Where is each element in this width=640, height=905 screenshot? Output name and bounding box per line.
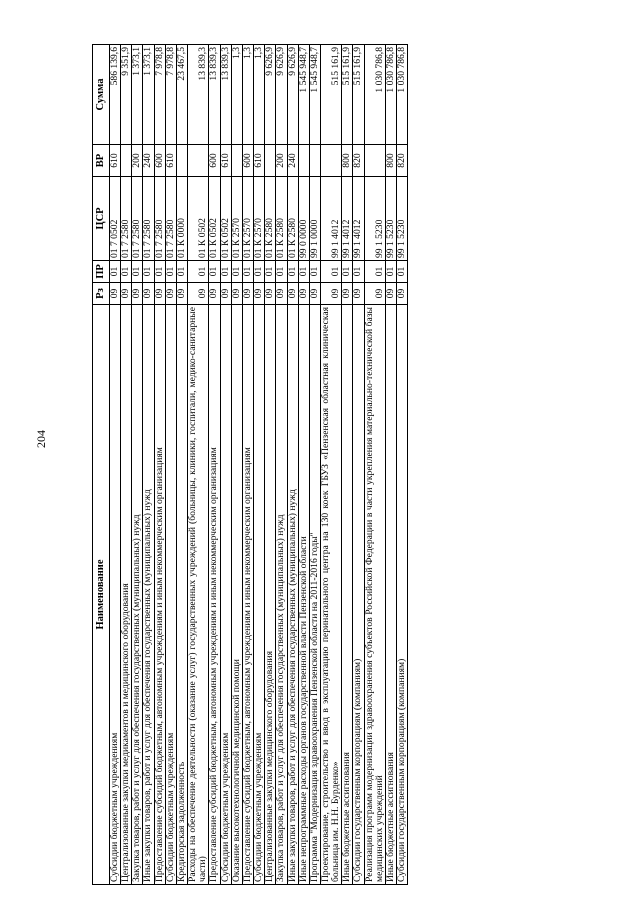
cell-csr: 01 7 0502 bbox=[110, 177, 121, 261]
cell-rz: 09 bbox=[254, 283, 265, 305]
cell-sum: 1,3 bbox=[254, 45, 265, 145]
cell-pr: 01 bbox=[231, 261, 242, 283]
cell-pr: 01 bbox=[176, 261, 187, 283]
cell-csr: 01 К 0000 bbox=[176, 177, 187, 261]
cell-name: Субсидии бюджетным учреждениям bbox=[165, 305, 176, 885]
cell-vr bbox=[309, 145, 320, 177]
cell-csr: 01 К 2570 bbox=[231, 177, 242, 261]
cell-csr: 99 1 4012 bbox=[342, 177, 353, 261]
cell-sum: 1 373,1 bbox=[143, 45, 154, 145]
cell-csr: 01 7 2580 bbox=[165, 177, 176, 261]
cell-pr: 01 bbox=[397, 261, 408, 283]
table-row bbox=[342, 45, 353, 885]
cell-vr: 240 bbox=[287, 145, 298, 177]
table-row bbox=[154, 45, 165, 885]
cell-rz: 09 bbox=[143, 283, 154, 305]
header-sum: Сумма bbox=[93, 45, 110, 145]
cell-rz: 09 bbox=[176, 283, 187, 305]
cell-rz: 09 bbox=[276, 283, 287, 305]
cell-rz: 09 bbox=[110, 283, 121, 305]
cell-vr: 600 bbox=[209, 145, 220, 177]
cell-vr bbox=[364, 145, 385, 177]
cell-csr: 01 К 2580 bbox=[276, 177, 287, 261]
page-number: 204 bbox=[34, 430, 48, 448]
cell-sum: 23 467,5 bbox=[176, 45, 187, 145]
cell-name: Расходы на обеспечение деятельности (оказание услуг) государственных учреждений (больницы, клиники, госпитали, медико-санитарные части) bbox=[188, 305, 209, 885]
cell-csr: 99 1 5230 bbox=[397, 177, 408, 261]
table-row bbox=[188, 45, 209, 885]
cell-vr bbox=[231, 145, 242, 177]
cell-csr: 01 К 2580 bbox=[265, 177, 276, 261]
cell-rz: 09 bbox=[154, 283, 165, 305]
cell-pr: 01 bbox=[287, 261, 298, 283]
table-row bbox=[309, 45, 320, 885]
cell-name: Оказание высокотехнологичной медицинской помощи bbox=[231, 305, 242, 885]
cell-sum: 13 839,3 bbox=[188, 45, 209, 145]
cell-rz: 09 bbox=[353, 283, 364, 305]
cell-rz: 09 bbox=[209, 283, 220, 305]
cell-sum: 1 373,1 bbox=[132, 45, 143, 145]
cell-pr: 01 bbox=[242, 261, 253, 283]
cell-vr bbox=[265, 145, 276, 177]
header-pr: ПР bbox=[93, 261, 110, 283]
cell-rz: 09 bbox=[397, 283, 408, 305]
table-row bbox=[397, 45, 408, 885]
cell-rz: 09 bbox=[385, 283, 396, 305]
cell-rz: 09 bbox=[231, 283, 242, 305]
table-row bbox=[254, 45, 265, 885]
cell-pr: 01 bbox=[265, 261, 276, 283]
table-row bbox=[320, 45, 341, 885]
cell-vr: 600 bbox=[242, 145, 253, 177]
cell-vr: 800 bbox=[385, 145, 396, 177]
cell-vr: 610 bbox=[220, 145, 231, 177]
cell-name: Субсидии бюджетным учреждениям bbox=[220, 305, 231, 885]
cell-sum: 9 351,9 bbox=[121, 45, 132, 145]
cell-csr: 01 К 2570 bbox=[254, 177, 265, 261]
cell-name: Предоставление субсидий бюджетным, автономным учреждениям и иным некоммерческим организациям bbox=[209, 305, 220, 885]
table-header-row bbox=[93, 45, 110, 885]
cell-vr bbox=[176, 145, 187, 177]
cell-name: Кредиторская задолженность bbox=[176, 305, 187, 885]
table-row bbox=[385, 45, 396, 885]
cell-pr: 01 bbox=[353, 261, 364, 283]
table-row bbox=[242, 45, 253, 885]
cell-name: Иные закупки товаров, работ и услуг для обеспечения государственных (муниципальных) нужд bbox=[287, 305, 298, 885]
cell-vr: 820 bbox=[397, 145, 408, 177]
table-row bbox=[176, 45, 187, 885]
cell-sum: 9 626,9 bbox=[287, 45, 298, 145]
header-vr: ВР bbox=[93, 145, 110, 177]
cell-sum: 586 139,6 bbox=[110, 45, 121, 145]
cell-name: Иные закупки товаров, работ и услуг для обеспечения государственных (муниципальных) нужд bbox=[143, 305, 154, 885]
cell-pr: 01 bbox=[385, 261, 396, 283]
table-row bbox=[287, 45, 298, 885]
table-row bbox=[220, 45, 231, 885]
cell-name: Предоставление субсидий бюджетным, автономным учреждениям и иным некоммерческим организациям bbox=[154, 305, 165, 885]
cell-sum: 13 839,3 bbox=[209, 45, 220, 145]
cell-csr: 01 К 0502 bbox=[220, 177, 231, 261]
cell-pr: 01 bbox=[188, 261, 209, 283]
table-body bbox=[110, 45, 408, 885]
table-row bbox=[121, 45, 132, 885]
cell-vr: 610 bbox=[110, 145, 121, 177]
cell-csr: 99 1 5230 bbox=[385, 177, 396, 261]
header-rz: Рз bbox=[93, 283, 110, 305]
cell-pr: 01 bbox=[220, 261, 231, 283]
table-row bbox=[231, 45, 242, 885]
cell-rz: 09 bbox=[364, 283, 385, 305]
cell-rz: 09 bbox=[265, 283, 276, 305]
budget-table bbox=[92, 44, 408, 885]
cell-sum: 1 545 948,7 bbox=[298, 45, 309, 145]
cell-pr: 01 bbox=[165, 261, 176, 283]
cell-csr: 99 1 5230 bbox=[364, 177, 385, 261]
cell-sum: 9 626,9 bbox=[265, 45, 276, 145]
cell-name: Реализация программ модернизации здравоохранения субъектов Российской Федерации в части укрепления материально-технической базы медицинских учреждений bbox=[364, 305, 385, 885]
cell-pr: 01 bbox=[132, 261, 143, 283]
cell-vr: 820 bbox=[353, 145, 364, 177]
cell-sum: 7 978,8 bbox=[154, 45, 165, 145]
cell-csr: 01 К 2580 bbox=[287, 177, 298, 261]
cell-csr: 01 7 2580 bbox=[154, 177, 165, 261]
table-row bbox=[353, 45, 364, 885]
cell-sum: 515 161,9 bbox=[353, 45, 364, 145]
table-row bbox=[132, 45, 143, 885]
cell-rz: 09 bbox=[242, 283, 253, 305]
cell-name: Централизованные закупки медикаментов и медицинского оборудования bbox=[121, 305, 132, 885]
table-row bbox=[364, 45, 385, 885]
header-csr: ЦСР bbox=[93, 177, 110, 261]
cell-rz: 09 bbox=[342, 283, 353, 305]
cell-rz: 09 bbox=[287, 283, 298, 305]
cell-csr: 99 1 0000 bbox=[309, 177, 320, 261]
cell-vr: 600 bbox=[154, 145, 165, 177]
cell-sum: 9 626,9 bbox=[276, 45, 287, 145]
cell-csr: 01 7 2580 bbox=[143, 177, 154, 261]
table-row bbox=[298, 45, 309, 885]
cell-name: Предоставление субсидий бюджетным, автономным учреждениям и иным некоммерческим организациям bbox=[242, 305, 253, 885]
cell-name: Закупка товаров, работ и услуг для обеспечения государственных (муниципальных) нужд bbox=[132, 305, 143, 885]
cell-vr bbox=[298, 145, 309, 177]
cell-pr: 01 bbox=[309, 261, 320, 283]
cell-name: Субсидии государственным корпорациям (компаниям) bbox=[397, 305, 408, 885]
table-row bbox=[209, 45, 220, 885]
cell-sum: 1 545 948,7 bbox=[309, 45, 320, 145]
cell-rz: 09 bbox=[220, 283, 231, 305]
cell-vr bbox=[188, 145, 209, 177]
cell-sum: 515 161,9 bbox=[342, 45, 353, 145]
cell-sum: 1,3 bbox=[242, 45, 253, 145]
cell-rz: 09 bbox=[121, 283, 132, 305]
cell-vr: 200 bbox=[276, 145, 287, 177]
table-row bbox=[265, 45, 276, 885]
cell-vr: 610 bbox=[165, 145, 176, 177]
cell-name: Программа "Модернизация здравоохранения Пензенской области на 2011-2016 годы" bbox=[309, 305, 320, 885]
cell-pr: 01 bbox=[121, 261, 132, 283]
cell-csr: 99 1 4012 bbox=[320, 177, 341, 261]
cell-pr: 01 bbox=[143, 261, 154, 283]
cell-rz: 09 bbox=[132, 283, 143, 305]
table-row bbox=[143, 45, 154, 885]
cell-csr: 01 К 2570 bbox=[242, 177, 253, 261]
cell-pr: 01 bbox=[110, 261, 121, 283]
cell-pr: 01 bbox=[364, 261, 385, 283]
cell-sum: 13 839,3 bbox=[220, 45, 231, 145]
cell-sum: 1,3 bbox=[231, 45, 242, 145]
rotated-table-wrapper bbox=[92, 45, 408, 885]
cell-name: Закупка товаров, работ и услуг для обеспечения государственных (муниципальных) нужд bbox=[276, 305, 287, 885]
header-name: Наименование bbox=[93, 305, 110, 885]
cell-csr: 01 7 2580 bbox=[132, 177, 143, 261]
cell-pr: 01 bbox=[254, 261, 265, 283]
cell-name: Иные непрограммные расходы органов государственной власти Пензенской области bbox=[298, 305, 309, 885]
cell-vr: 240 bbox=[143, 145, 154, 177]
cell-csr: 01 К 0502 bbox=[209, 177, 220, 261]
cell-rz: 09 bbox=[320, 283, 341, 305]
cell-vr: 200 bbox=[132, 145, 143, 177]
cell-vr: 800 bbox=[342, 145, 353, 177]
table-row bbox=[276, 45, 287, 885]
cell-sum: 1 030 786,8 bbox=[397, 45, 408, 145]
table-row bbox=[165, 45, 176, 885]
cell-vr bbox=[320, 145, 341, 177]
cell-pr: 01 bbox=[154, 261, 165, 283]
cell-name: Централизованные закупки медицинского оборудования bbox=[265, 305, 276, 885]
cell-name: Субсидии бюджетным учреждениям bbox=[254, 305, 265, 885]
cell-sum: 1 030 786,8 bbox=[385, 45, 396, 145]
cell-sum: 515 161,9 bbox=[320, 45, 341, 145]
cell-csr: 01 К 0502 bbox=[188, 177, 209, 261]
cell-pr: 01 bbox=[342, 261, 353, 283]
cell-rz: 09 bbox=[188, 283, 209, 305]
cell-name: Субсидии бюджетным учреждениям bbox=[110, 305, 121, 885]
cell-csr: 01 7 2580 bbox=[121, 177, 132, 261]
cell-pr: 01 bbox=[320, 261, 341, 283]
cell-csr: 99 0 0000 bbox=[298, 177, 309, 261]
cell-name: Иные бюджетные ассигнования bbox=[342, 305, 353, 885]
cell-vr: 610 bbox=[254, 145, 265, 177]
cell-rz: 09 bbox=[165, 283, 176, 305]
cell-name: Проектирование, строительство и ввод в эксплуатацию перинатального центра на 130 коек ГБУЗ «Пензенская областная клиническая больница им. Н.Н. Бурденко» bbox=[320, 305, 341, 885]
table-row bbox=[110, 45, 121, 885]
cell-pr: 01 bbox=[209, 261, 220, 283]
cell-rz: 09 bbox=[309, 283, 320, 305]
cell-sum: 1 030 786,8 bbox=[364, 45, 385, 145]
cell-name: Иные бюджетные ассигнования bbox=[385, 305, 396, 885]
cell-pr: 01 bbox=[276, 261, 287, 283]
cell-pr: 01 bbox=[298, 261, 309, 283]
cell-sum: 7 978,8 bbox=[165, 45, 176, 145]
cell-vr bbox=[121, 145, 132, 177]
cell-rz: 09 bbox=[298, 283, 309, 305]
cell-name: Субсидии государственным корпорациям (компаниям) bbox=[353, 305, 364, 885]
cell-csr: 99 1 4012 bbox=[353, 177, 364, 261]
